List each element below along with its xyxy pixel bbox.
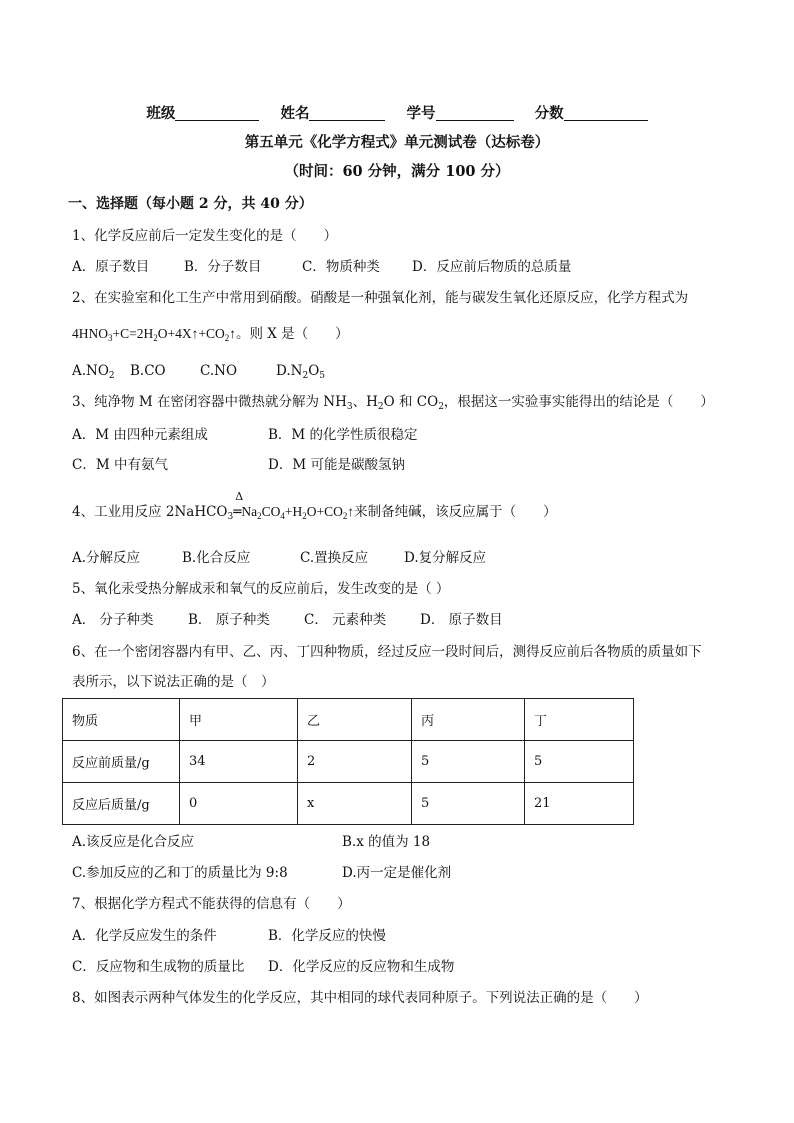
q4-options bbox=[72, 549, 486, 567]
q3-options-row1 bbox=[72, 426, 418, 444]
q4-stem: 4、工业用反应 2NaHCO$_3$ Δ $═Na_2CO_4+H_2O+CO_2↑$来制备纯碱，该反应属于（ ） bbox=[72, 490, 557, 522]
table-cell: 21 bbox=[525, 783, 634, 825]
q2-option-b[interactable]: B.CO bbox=[130, 363, 166, 379]
table-cell: 反应前质量/g bbox=[63, 741, 180, 783]
q7-option-b[interactable]: B．化学反应的快慢 bbox=[268, 928, 386, 944]
q7-options-row1 bbox=[72, 927, 386, 945]
exam-subtitle: （时间：60 分钟，满分 100 分） bbox=[284, 163, 510, 180]
table-cell: 反应后质量/g bbox=[63, 783, 180, 825]
table-cell: 5 bbox=[412, 783, 525, 825]
table-cell: 34 bbox=[180, 741, 298, 783]
q6-option-b[interactable]: B.x 的值为 18 bbox=[342, 834, 431, 850]
student-info-row bbox=[0, 102, 794, 123]
table-cell: 0 bbox=[180, 783, 298, 825]
q2-equation: $4HNO_3+C=2H_2O+4X↑+CO_2↑$ bbox=[72, 326, 236, 343]
q4-option-a[interactable]: A.分解反应 bbox=[72, 550, 141, 566]
q2-equation-line bbox=[72, 325, 349, 343]
q7-stem: 7、根据化学方程式不能获得的信息有（ ） bbox=[72, 896, 351, 912]
section-heading: 一、选择题（每小题 2 分，共 40 分） bbox=[68, 196, 313, 212]
id-label: 学号 bbox=[406, 105, 436, 122]
heat-condition: Δ ═ bbox=[233, 490, 244, 520]
table-cell: x bbox=[298, 783, 412, 825]
q4-option-d[interactable]: D.复分解反应 bbox=[404, 550, 487, 566]
table-header-row bbox=[63, 699, 634, 741]
q6-stem-line2: 表所示，以下说法正确的是（ ） bbox=[72, 674, 275, 690]
table-row bbox=[63, 741, 634, 783]
q5-option-a[interactable]: A． 分子种类 bbox=[72, 612, 154, 628]
q3-option-a[interactable]: A．M 由四种元素组成 bbox=[72, 427, 208, 443]
class-field bbox=[146, 102, 259, 123]
q4-option-b[interactable]: B.化合反应 bbox=[182, 550, 251, 566]
table-row bbox=[63, 783, 634, 825]
q2-option-c[interactable]: C.NO bbox=[200, 363, 238, 379]
name-field bbox=[280, 102, 385, 123]
q1-option-c[interactable]: C．物质种类 bbox=[302, 259, 380, 275]
q4-equation-products: $Na_2CO_4+H_2O+CO_2↑$ bbox=[241, 504, 355, 521]
q1-option-b[interactable]: B．分子数目 bbox=[184, 259, 262, 275]
table-header-cell: 甲 bbox=[180, 699, 298, 741]
q7-option-c[interactable]: C．反应物和生成物的质量比 bbox=[72, 959, 245, 975]
q2-equation-tail: 。则 X 是（ ） bbox=[235, 326, 349, 342]
table-cell: 5 bbox=[525, 741, 634, 783]
q2-option-a[interactable]: $A.NO_2$ bbox=[72, 363, 115, 381]
q7-option-d[interactable]: D．化学反应的反应物和生成物 bbox=[268, 959, 455, 975]
q5-options bbox=[72, 611, 503, 629]
table-header-cell: 物质 bbox=[63, 699, 180, 741]
table-cell: 5 bbox=[412, 741, 525, 783]
q5-option-c[interactable]: C． 元素种类 bbox=[304, 612, 387, 628]
q6-option-a[interactable]: A.该反应是化合反应 bbox=[72, 834, 195, 850]
table-header-cell: 乙 bbox=[298, 699, 412, 741]
table-header-cell: 丙 bbox=[412, 699, 525, 741]
score-field bbox=[535, 102, 648, 123]
name-label: 姓名 bbox=[280, 105, 310, 122]
class-blank[interactable] bbox=[175, 105, 259, 121]
q2-stem: 2、在实验室和化工生产中常用到硝酸。硝酸是一种强氧化剂，能与碳发生氧化还原反应，化学方程式为 bbox=[72, 290, 689, 306]
q1-option-d[interactable]: D．反应前后物质的总质量 bbox=[412, 259, 572, 275]
q5-option-b[interactable]: B． 原子种类 bbox=[188, 612, 270, 628]
exam-title: 第五单元《化学方程式》单元测试卷（达标卷） bbox=[244, 134, 550, 151]
q6-option-d[interactable]: D.丙一定是催化剂 bbox=[342, 865, 452, 881]
q5-stem: 5、氧化汞受热分解成汞和氧气的反应前后，发生改变的是（ ） bbox=[72, 581, 450, 597]
q1-option-a[interactable]: A．原子数目 bbox=[72, 259, 150, 275]
table-cell: 2 bbox=[298, 741, 412, 783]
q2-options bbox=[72, 362, 325, 380]
q3-option-c[interactable]: C．M 中有氨气 bbox=[72, 457, 168, 473]
score-blank[interactable] bbox=[564, 105, 648, 121]
q6-options-row2 bbox=[72, 864, 451, 882]
q1-options bbox=[72, 258, 571, 276]
q7-option-a[interactable]: A．化学反应发生的条件 bbox=[72, 928, 217, 944]
q6-option-c[interactable]: C.参加反应的乙和丁的质量比为 9:8 bbox=[72, 865, 288, 881]
class-label: 班级 bbox=[146, 105, 176, 122]
q6-options-row1 bbox=[72, 833, 430, 851]
q8-stem: 8、如图表示两种气体发生的化学反应，其中相同的球代表同种原子。下列说法正确的是（ ） bbox=[72, 990, 648, 1006]
q4-option-c[interactable]: C.置换反应 bbox=[300, 550, 369, 566]
name-blank[interactable] bbox=[309, 105, 385, 121]
id-field bbox=[407, 102, 514, 123]
q3-options-row2 bbox=[72, 456, 405, 474]
table-header-cell: 丁 bbox=[525, 699, 634, 741]
score-label: 分数 bbox=[534, 105, 564, 122]
q3-option-d[interactable]: D．M 可能是碳酸氢钠 bbox=[268, 457, 405, 473]
q6-stem-line1: 6、在一个密闭容器内有甲、乙、丙、丁四种物质，经过反应一段时间后，测得反应前后各物质的质量如下 bbox=[72, 644, 702, 660]
q7-options-row2 bbox=[72, 958, 454, 976]
id-blank[interactable] bbox=[436, 105, 514, 121]
mass-table bbox=[62, 698, 634, 825]
q3-option-b[interactable]: B．M 的化学性质很稳定 bbox=[268, 427, 418, 443]
q5-option-d[interactable]: D． 原子数目 bbox=[420, 612, 503, 628]
q3-stem: 3、纯净物 M 在密闭容器中微热就分解为 $NH_3$、$H_2O$ 和 $CO_2$，根据这一实验事实能得出的结论是（ ） bbox=[72, 394, 714, 412]
q2-option-d[interactable]: $D.N_2O_5$ bbox=[276, 363, 325, 381]
q1-stem: 1、化学反应前后一定发生变化的是（ ） bbox=[72, 228, 338, 244]
